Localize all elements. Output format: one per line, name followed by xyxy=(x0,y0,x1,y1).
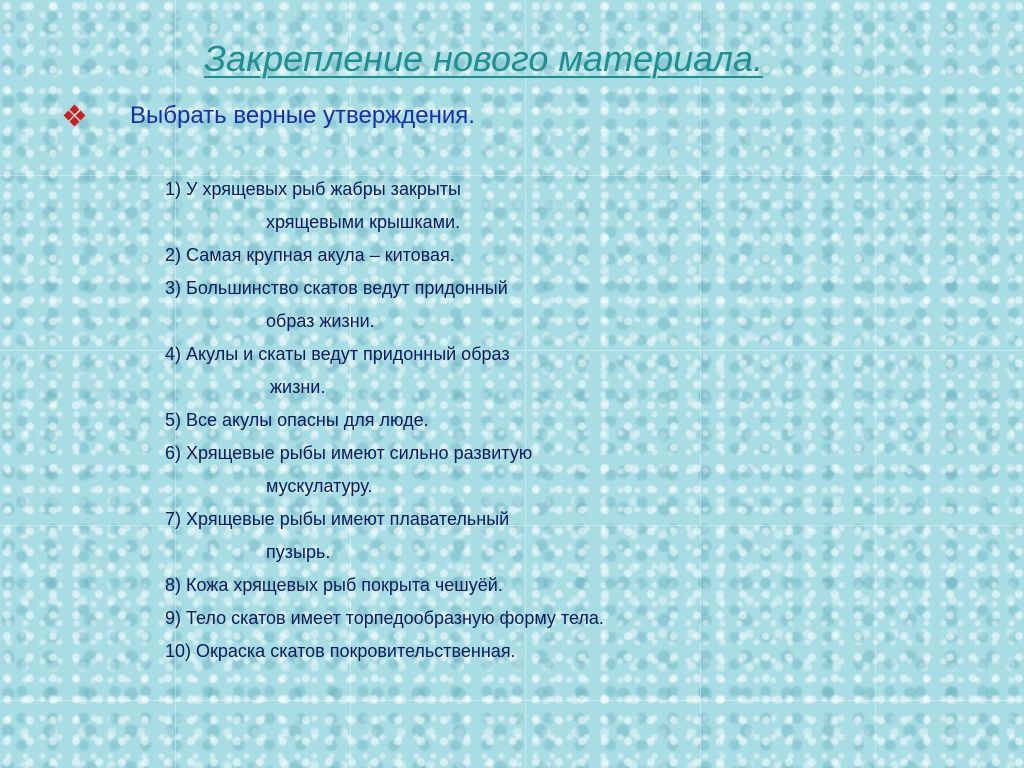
statement-5: 5) Все акулы опасны для люде. xyxy=(165,410,429,430)
statement-4: 4) Акулы и скаты ведут придонный образ xyxy=(165,344,510,364)
statement-1: 1) У хрящевых рыб жабры закрыты xyxy=(165,179,461,199)
statement-3-continuation: образ жизни. xyxy=(266,311,375,331)
diamond-bullet-icon xyxy=(64,105,86,127)
task-instruction: Выбрать верные утверждения. xyxy=(130,102,475,129)
statements-list xyxy=(165,173,604,668)
statement-8: 8) Кожа хрящевых рыб покрыта чешуёй. xyxy=(165,575,503,595)
statement-7: 7) Хрящевые рыбы имеют плавательный xyxy=(165,509,510,529)
statement-4-continuation: жизни. xyxy=(270,377,326,397)
statement-9: 9) Тело скатов имеет торпедообразную форму тела. xyxy=(165,608,604,628)
statement-1-continuation: хрящевыми крышками. xyxy=(266,212,461,232)
statement-10: 10) Окраска скатов покровительственная. xyxy=(165,641,516,661)
slide-title: Закрепление нового материала. xyxy=(204,38,764,79)
background-grid-line xyxy=(0,700,1024,701)
statement-6: 6) Хрящевые рыбы имеют сильно развитую xyxy=(165,443,533,463)
statement-3: 3) Большинство скатов ведут придонный xyxy=(165,278,508,298)
background-grid-line xyxy=(700,0,701,768)
background-grid-line xyxy=(875,0,876,768)
statement-6-continuation: мускулатуру. xyxy=(266,476,373,496)
task-bullet-row xyxy=(64,102,475,130)
statement-7-continuation: пузырь. xyxy=(266,542,331,562)
statement-2: 2) Самая крупная акула – китовая. xyxy=(165,245,455,265)
